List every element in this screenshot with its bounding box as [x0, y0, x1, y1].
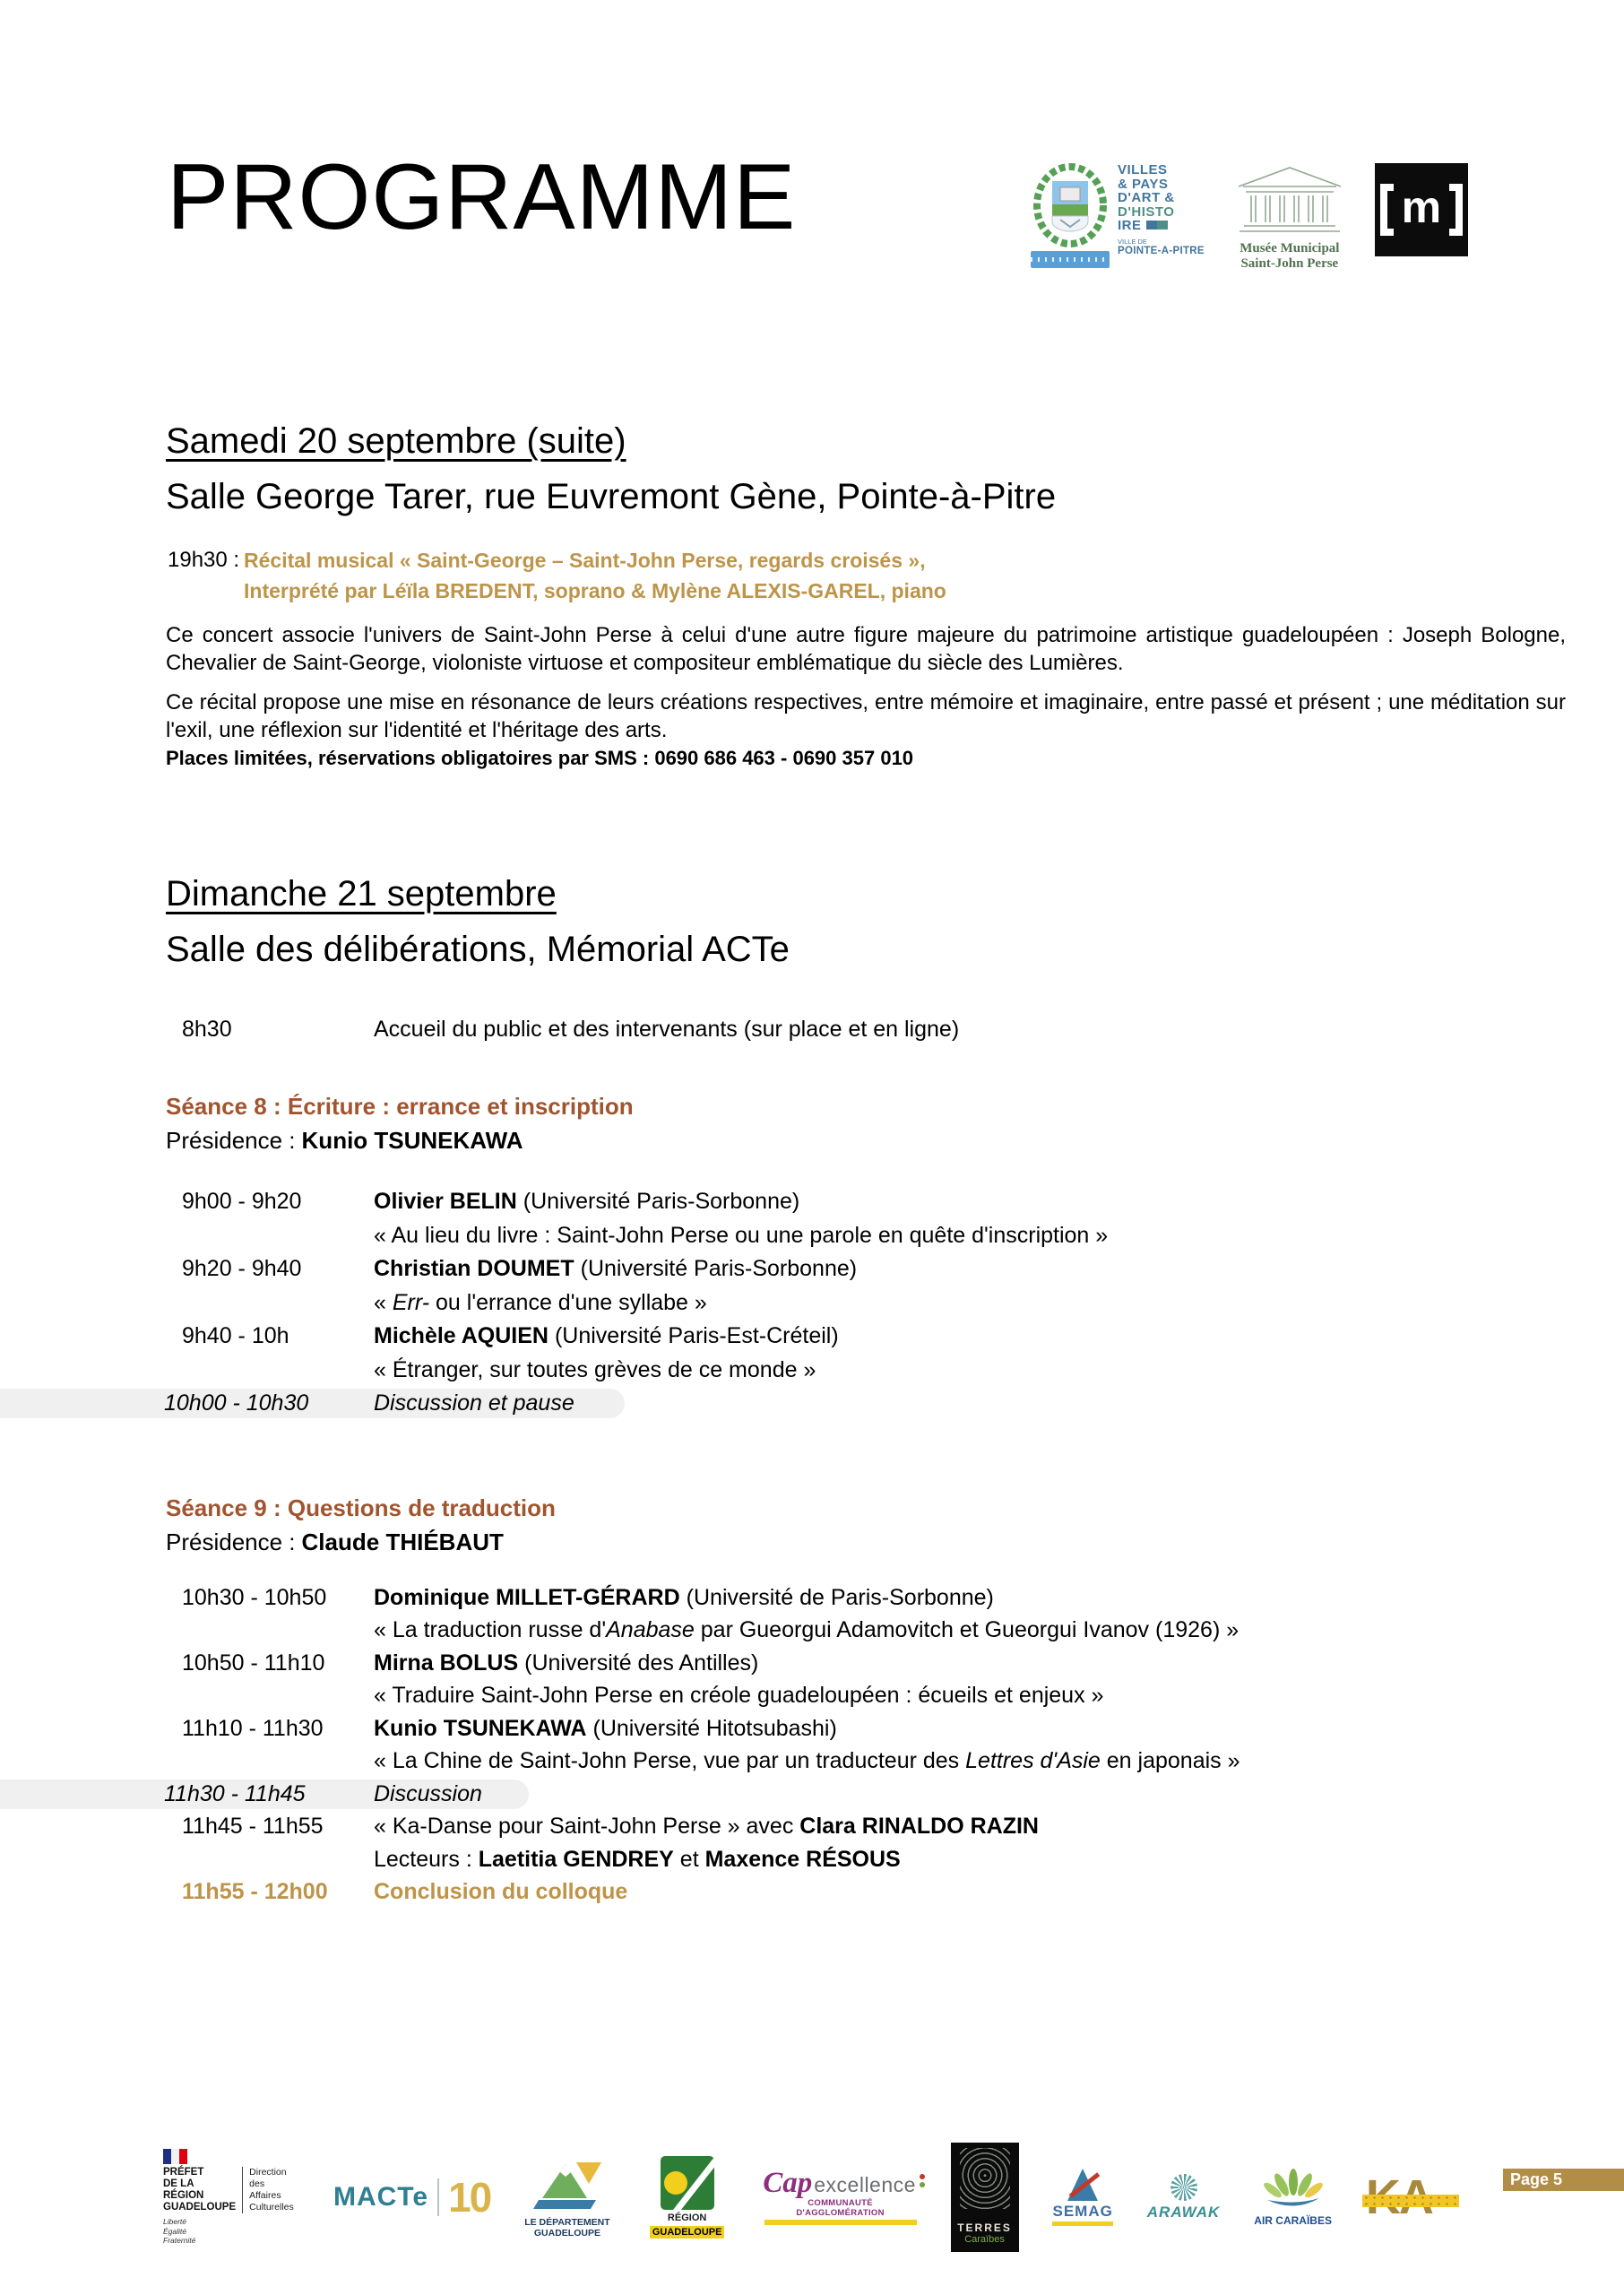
city-banner	[1031, 251, 1110, 268]
prefet-line: GUADELOUPE	[163, 2202, 237, 2213]
content-cell	[374, 1323, 839, 1349]
time-cell: 10h50 - 11h10	[182, 1650, 325, 1676]
performance-title	[374, 1814, 1039, 1840]
seance9-presidence	[166, 1529, 504, 1556]
reader-name: Laetitia GENDREY	[478, 1846, 674, 1872]
departement-label: GUADELOUPE	[533, 2227, 600, 2239]
dac-line: Direction des	[249, 2167, 287, 2190]
readers-cell	[374, 1847, 901, 1873]
talk-row	[0, 1712, 1624, 1745]
talk-title-text: en japonais »	[1100, 1748, 1240, 1774]
seance8-heading: Séance 8 : Écriture : errance et inscription	[166, 1093, 634, 1120]
yellow-bar	[764, 2220, 917, 2225]
motto-line: Liberté	[163, 2217, 186, 2227]
event-time: 19h30 :	[168, 548, 240, 572]
header-logos	[1031, 163, 1468, 272]
sunday-venue: Salle des délibérations, Mémorial ACTe	[166, 930, 790, 969]
presidence-label: Présidence :	[166, 1529, 296, 1555]
conclusion-row	[0, 1876, 1624, 1910]
discussion-label: Discussion et pause	[374, 1390, 574, 1416]
performance-row	[0, 1811, 1624, 1844]
caraibes-label: Caraïbes	[964, 2234, 1005, 2245]
musee-saint-john-perse-logo	[1226, 163, 1353, 272]
palm-leaves-icon	[1262, 2168, 1325, 2209]
terres-caraibes-logo	[951, 2143, 1019, 2252]
saturday-heading: Samedi 20 septembre (suite)	[166, 421, 626, 461]
talk-title-text: «	[374, 1289, 393, 1315]
time-cell: 8h30	[182, 1017, 232, 1043]
museum-building-icon	[1231, 163, 1348, 237]
france-flag-icon	[163, 2149, 187, 2164]
time-cell: 9h00 - 9h20	[182, 1189, 302, 1215]
presidence-label: Présidence :	[166, 1127, 296, 1154]
seance8-presidence	[166, 1127, 523, 1155]
president-name: Kunio TSUNEKAWA	[301, 1127, 523, 1154]
time-cell: 11h10 - 11h30	[182, 1715, 324, 1741]
lion-face-icon	[1170, 2174, 1197, 2201]
discussion-label: Discussion	[374, 1780, 482, 1806]
time-cell: 11h55 - 12h00	[182, 1879, 328, 1905]
talk-title	[374, 1683, 1103, 1709]
arawak-label: ARAWAK	[1146, 2203, 1221, 2221]
ka-logo	[1366, 2173, 1464, 2221]
recital-paragraph: Ce récital propose une mise en résonance de leurs créations respectives, entre mémoire et imaginaire, entre passé et présent ; une méditation sur l'exil, une réflexion sur l'identité et l'héritage des arts.	[166, 690, 1566, 742]
talk-title-text: « La traduction russe d'	[374, 1617, 607, 1643]
content-cell	[374, 1650, 758, 1676]
president-name: Claude THIÉBAUT	[301, 1529, 504, 1555]
content-cell: Accueil du public et des intervenants (sur place et en ligne)	[374, 1017, 960, 1043]
vpah-line: D'HISTO	[1118, 204, 1175, 220]
readers-row	[0, 1843, 1624, 1876]
speaker-name: Olivier BELIN	[374, 1189, 517, 1215]
event-title-line2: Interprété par Léïla BREDENT, soprano & Mylène ALEXIS-GAREL, piano	[244, 579, 946, 602]
talk-row	[0, 1581, 1624, 1615]
performance-text: « Ka-Danse pour Saint-John Perse » avec	[374, 1814, 800, 1840]
content-cell	[374, 1189, 799, 1215]
recital-event	[168, 545, 946, 606]
talk-title-row	[0, 1680, 1624, 1713]
conclusion-label: Conclusion du colloque	[374, 1879, 628, 1905]
divider	[437, 2178, 439, 2216]
semag-logo	[1052, 2169, 1112, 2226]
event-title-line1: Récital musical « Saint-George – Saint-John Perse, regards croisés »,	[244, 549, 926, 572]
talk-row	[0, 1252, 1624, 1286]
talk-title	[374, 1290, 707, 1316]
dac-line: Culturelles	[249, 2202, 294, 2213]
content-cell	[374, 1256, 857, 1282]
time-cell: 11h30 - 11h45	[164, 1780, 306, 1806]
cap-excellence-logo	[764, 2169, 917, 2225]
musee-label-line1: Musée Municipal	[1240, 241, 1340, 255]
talk-title-text: ou l'errance d'une syllabe »	[429, 1289, 707, 1315]
time-cell: 10h30 - 10h50	[182, 1584, 327, 1610]
speaker-affiliation: (Université des Antilles)	[524, 1650, 759, 1676]
concert-paragraph: Ce concert associe l'univers de Saint-John Perse à celui d'une autre figure majeure du patrimoine artistique guadeloupéen : Joseph Bologne, Chevalier de Saint-George, violoniste virtuose et compositeur emblématique du siècle des Lumières.	[166, 623, 1566, 675]
bracket-left-icon	[1380, 184, 1394, 236]
macte-anniversary-logo	[333, 2173, 490, 2221]
sunday-heading: Dimanche 21 septembre	[166, 874, 557, 914]
prefet-line: DE LA RÉGION	[163, 2178, 204, 2202]
region-sun-icon	[661, 2156, 714, 2210]
terres-label: TERRES	[957, 2221, 1012, 2234]
reservation-note: Places limitées, réservations obligatoires par SMS : 0690 686 463 - 0690 357 010	[166, 747, 914, 769]
pointe-a-pitre-logo	[1031, 163, 1205, 268]
readers-label: Lecteurs :	[374, 1846, 472, 1872]
vpah-line: & PAYS	[1118, 176, 1169, 192]
vpah-line: VILLES	[1118, 162, 1168, 178]
talk-title-text: par Gueorgui Adamovitch et Gueorgui Ivanov (1926) »	[694, 1617, 1240, 1643]
talk-title-italic: Err-	[392, 1289, 430, 1315]
talk-title	[374, 1748, 1240, 1774]
departement-guadeloupe-logo	[524, 2157, 609, 2239]
air-caraibes-label: AIR CARAÏBES	[1254, 2214, 1332, 2227]
talk-title	[374, 1357, 816, 1383]
macte-label: MACTe	[333, 2182, 429, 2212]
talk-title	[374, 1617, 1239, 1643]
speaker-name: Kunio TSUNEKAWA	[374, 1715, 587, 1741]
memorial-m-letter: m	[1401, 182, 1442, 232]
speaker-affiliation: (Université Paris-Sorbonne)	[523, 1189, 800, 1215]
performer-name: Clara RINALDO RAZIN	[799, 1814, 1039, 1840]
pointe-a-pitre-label: POINTE-A-PITRE	[1118, 245, 1205, 256]
semag-label: SEMAG	[1052, 2203, 1113, 2220]
speaker-affiliation: (Université Paris-Sorbonne)	[580, 1256, 858, 1282]
talk-title-row	[0, 1354, 1624, 1388]
talk-title-text: « Étranger, sur toutes grèves de ce monde »	[374, 1356, 816, 1382]
coat-of-arms-icon	[1032, 163, 1108, 247]
reader-name: Maxence RÉSOUS	[704, 1846, 901, 1872]
content-cell	[374, 1716, 837, 1742]
welcome-schedule	[0, 1013, 1624, 1047]
anniversary-number: 10	[448, 2174, 491, 2221]
talk-title-row	[0, 1615, 1624, 1648]
contour-pattern-icon	[960, 2148, 1010, 2209]
departement-label: LE DÉPARTEMENT	[524, 2216, 610, 2228]
triangle-a-icon	[1067, 2169, 1098, 2201]
speaker-affiliation: (Université Hitotsubashi)	[592, 1715, 837, 1741]
cap-script-label: Cap	[763, 2167, 813, 2199]
welcome-row	[0, 1013, 1624, 1047]
page-title: PROGRAMME	[167, 145, 797, 249]
talk-row	[0, 1185, 1624, 1219]
talk-title-text: « Au lieu du livre : Saint-John Perse ou une parole en quête d'inscription »	[374, 1222, 1109, 1248]
talk-title-italic: Anabase	[606, 1617, 695, 1643]
vpah-line: IRE	[1118, 219, 1205, 233]
talk-row	[0, 1647, 1624, 1680]
talk-title-row	[0, 1745, 1624, 1779]
speaker-affiliation: (Université Paris-Est-Créteil)	[554, 1323, 839, 1349]
seance8-schedule	[0, 1185, 1624, 1421]
agglomeration-label: COMMUNAUTÉ D'AGGLOMÉRATION	[796, 2198, 885, 2218]
air-caraibes-logo	[1254, 2168, 1332, 2227]
time-cell: 10h00 - 10h30	[164, 1390, 309, 1416]
page-number-badge: Page 5	[1503, 2169, 1624, 2191]
yellow-bar	[1052, 2221, 1112, 2226]
motto-line: Fraternité	[163, 2236, 196, 2246]
region-label: GUADELOUPE	[650, 2226, 725, 2239]
arawak-logo	[1147, 2174, 1221, 2221]
vpah-line: D'ART &	[1118, 190, 1175, 205]
speaker-name: Mirna BOLUS	[374, 1650, 519, 1676]
talk-title-text: « La Chine de Saint-John Perse, vue par un traducteur des	[374, 1748, 966, 1774]
dac-line: Affaires	[249, 2190, 281, 2202]
content-cell	[374, 1585, 994, 1611]
speaker-affiliation: (Université de Paris-Sorbonne)	[686, 1584, 994, 1610]
time-cell: 11h45 - 11h55	[182, 1814, 324, 1840]
talk-title	[374, 1223, 1108, 1249]
prefet-line: PRÉFET	[163, 2167, 204, 2178]
mountain-icon	[526, 2157, 609, 2211]
speaker-name: Dominique MILLET-GÉRARD	[374, 1584, 680, 1610]
discussion-row	[0, 1778, 1624, 1811]
time-cell: 9h20 - 9h40	[182, 1256, 302, 1282]
gold-band-icon	[1362, 2195, 1459, 2207]
footer-logos	[163, 2141, 1464, 2254]
readers-separator: et	[673, 1846, 705, 1872]
excellence-label: excellence	[814, 2173, 916, 2196]
bracket-right-icon	[1449, 184, 1463, 236]
ville-de-label: VILLE DE	[1118, 237, 1147, 246]
time-cell: 9h40 - 10h	[182, 1323, 289, 1349]
coat-of-arms-block	[1031, 163, 1110, 268]
seance9-heading: Séance 9 : Questions de traduction	[166, 1494, 556, 1521]
talk-title-italic: Lettres d'Asie	[965, 1748, 1101, 1774]
region-guadeloupe-logo	[644, 2156, 730, 2239]
prefet-guadeloupe-logo	[163, 2149, 299, 2246]
talk-title-row	[0, 1286, 1624, 1321]
seance9-schedule	[0, 1581, 1624, 1909]
discussion-row	[0, 1387, 1624, 1421]
region-label: RÉGION	[667, 2212, 707, 2223]
saturday-venue: Salle George Tarer, rue Euvremont Gène, Pointe-à-Pitre	[166, 477, 1057, 516]
talk-title-row	[0, 1219, 1624, 1253]
speaker-name: Michèle AQUIEN	[374, 1323, 549, 1349]
talk-title-text: « Traduire Saint-John Perse en créole guadeloupéen : écueils et enjeux »	[374, 1683, 1104, 1709]
speaker-name: Christian DOUMET	[374, 1256, 574, 1282]
motto-line: Égalité	[163, 2226, 186, 2236]
musee-label-line2: Saint-John Perse	[1240, 256, 1339, 271]
talk-row	[0, 1320, 1624, 1354]
memorial-acte-logo	[1375, 163, 1468, 256]
